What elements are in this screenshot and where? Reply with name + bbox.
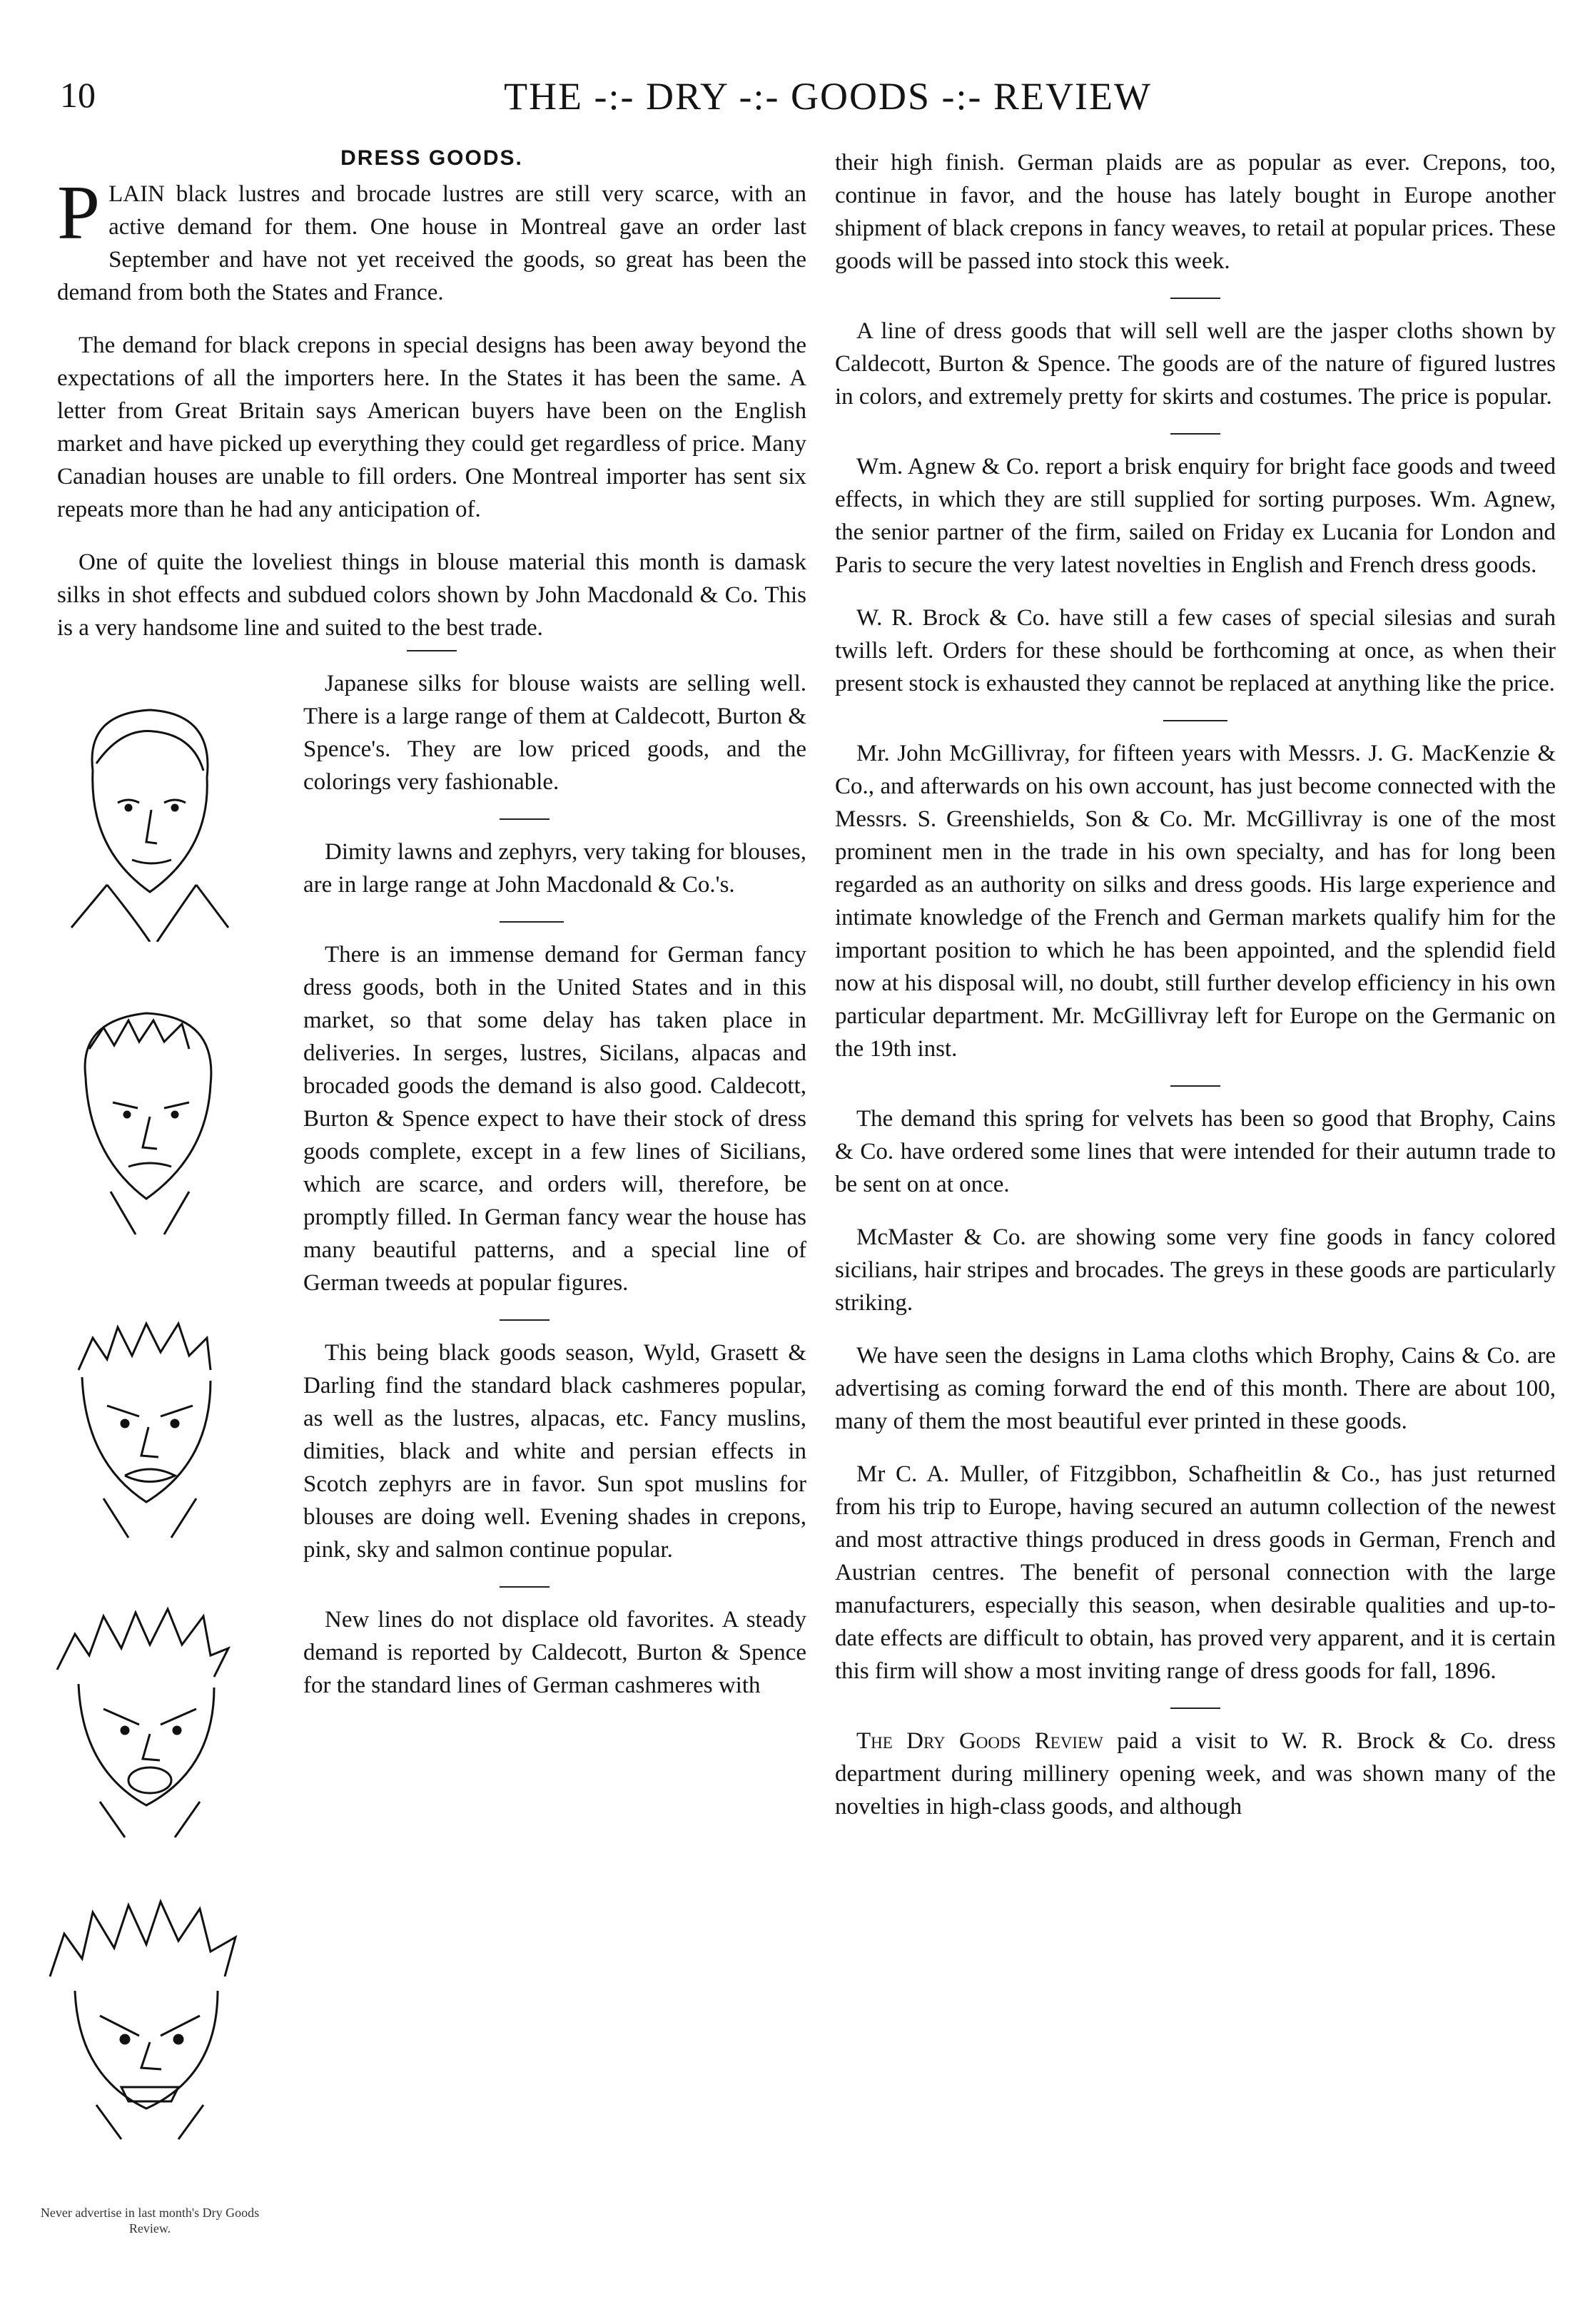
- paragraph: There is an immense demand for German fancy dress goods, both in the United States and in this market, so that some delay has taken place in deliveries. In serges, lustres, Sicilans, alpacas and brocaded goods the demand is also good. Caldecott, Burton & Spence expect to have their stock of dress goods complete, except in a few lines of Sicilians, which are scarce, and orders will, therefore, be promptly filled. In German fancy wear the house has many beautiful patterns, and a special line of German tweeds at popular figures.: [303, 942, 806, 1296]
- divider: [1170, 298, 1220, 299]
- paragraph: Dimity lawns and zephyrs, very taking for blouses, are in large range at John Macdonald & Co.'s.: [303, 839, 806, 898]
- divider: [500, 818, 550, 820]
- paragraph: This being black goods season, Wyld, Grasett & Darling find the standard black cashmeres popular, as well as the lustres, alpacas, etc. Fancy muslins, dimities, black and white and persian effects in Scotch zephyrs are in favor. Sun spot muslins for blouses are doing well. Evening shades in crepons, pink, sky and salmon continue popular.: [303, 1340, 806, 1563]
- paragraph: One of quite the loveliest things in blouse material this month is damask silks in shot effects and subdued colors shown by John Macdonald & Co. This is a very handsome line and suited to the best trade.: [57, 549, 806, 641]
- divider: [1170, 1708, 1220, 1709]
- paragraph: The demand this spring for velvets has been so good that Brophy, Cains & Co. have ordered some lines that were intended for their autumn trade to be sent on at once.: [835, 1106, 1556, 1197]
- divider: [407, 650, 457, 651]
- illustration-caption: Never advertise in last month's Dry Goods Review.: [40, 2206, 260, 2236]
- paragraph: Japanese silks for blouse waists are selling well. There is a large range of them at Caldecott, Burton & Spence's. They are low priced goods, and the colorings very fashionable.: [303, 671, 806, 795]
- divider: [500, 1586, 550, 1588]
- paragraph: PLAIN black lustres and brocade lustres are still very scarce, with an active demand for them. One house in Montreal gave an order last September and have not yet received the goods, so great has been the demand from both the States and France.: [57, 171, 806, 305]
- divider: [1170, 433, 1220, 435]
- page-number: 10: [60, 75, 96, 115]
- paragraph: A line of dress goods that will sell well are the jasper cloths shown by Caldecott, Burton & Spence. The goods are of the nature of figured lustres in colors, and extremely pretty for skirts and costumes. The price is popular.: [835, 318, 1556, 410]
- paragraph: Wm. Agnew & Co. report a brisk enquiry for bright face goods and tweed effects, in which they are still supplied for sorting purposes. Wm. Agnew, the senior partner of the firm, sailed on Friday ex Lucania for London and Paris to secure the very latest novelties in English and French dress goods.: [835, 454, 1556, 578]
- paragraph: their high finish. German plaids are as popular as ever. Crepons, too, continue in favor, and the house has lately bought in Europe another shipment of black crepons in fancy weaves, to retail at popular prices. These goods will be passed into stock this week.: [835, 150, 1556, 274]
- face-illustration-shouting: [29, 1584, 257, 1841]
- paragraph: Mr. John McGillivray, for fifteen years with Messrs. J. G. MacKenzie & Co., and afterwards on his own account, has just become connected with the Messrs. S. Greenshields, Son & Co. Mr. McGillivray is one of the most prominent men in the trade in his own specialty, and has for long been regarded as an authority on silks and dress goods. His large experience and intimate knowledge of the French and German markets qualify him for the important position to which he has been appointed, and the splendid field now at his disposal will, no doubt, still further develop efficiency in his own particular department. Mr. McGillivray left for Europe on the Germanic on the 19th inst.: [835, 741, 1556, 1062]
- face-illustration-frown: [29, 985, 257, 1242]
- face-illustration-furious: [29, 1884, 257, 2141]
- paragraph: The Dry Goods Review paid a visit to W. R. Brock & Co. dress department during millinery opening week, and was shown many of the novelties in high-class goods, and although: [835, 1728, 1556, 1820]
- paragraph: Mr C. A. Muller, of Fitzgibbon, Schafheitlin & Co., has just returned from his trip to Europe, having secured an autumn collection of the newest and most attractive things produced in dress goods in German, French and Austrian centres. The benefit of personal connection with the large manufacturers, especially this season, when desirable qualities and up-to-date effects are difficult to obtain, has proved very apparent, and it is certain this firm will show a most inviting range of dress goods for fall, 1896.: [835, 1461, 1556, 1684]
- paragraph: We have seen the designs in Lama cloths which Brophy, Cains & Co. are advertising as coming forward the end of this month. There are about 100, many of them the most beautiful ever printed in these goods.: [835, 1343, 1556, 1434]
- divider: [500, 1319, 550, 1321]
- divider: [1163, 720, 1227, 721]
- divider: [1170, 1085, 1220, 1087]
- drop-cap: P: [57, 171, 101, 255]
- portrait-illustrations: [29, 685, 264, 2183]
- paragraph: W. R. Brock & Co. have still a few cases of special silesias and surah twills left. Orders for these should be forthcoming at once, as when their present stock is exhausted they cannot be replaced at anything like the price.: [835, 605, 1556, 696]
- face-illustration-calm: [29, 685, 257, 942]
- paragraph: The demand for black crepons in special designs has been away beyond the expectations of all the importers here. In the States it has been the same. A letter from Great Britain says American buyers have been on the English market and have picked up everything they could get regardless of price. Many Canadian houses are unable to fill orders. One Montreal importer has sent six repeats more than he had any anticipation of.: [57, 333, 806, 522]
- face-illustration-angry: [29, 1284, 257, 1541]
- paragraph: New lines do not displace old favorites. A steady demand is reported by Caldecott, Burton & Spence for the standard lines of German cashmeres with: [303, 1607, 806, 1698]
- divider: [500, 921, 564, 923]
- publication-name: The Dry Goods Review: [856, 1728, 1103, 1754]
- paragraph: McMaster & Co. are showing some very fine goods in fancy colored sicilians, hair stripes and brocades. The greys in these goods are particularly striking.: [835, 1224, 1556, 1316]
- right-column: [835, 146, 1556, 1843]
- running-title: THE -:- DRY -:- GOODS -:- REVIEW: [504, 75, 1152, 118]
- section-heading: DRESS GOODS.: [340, 146, 523, 170]
